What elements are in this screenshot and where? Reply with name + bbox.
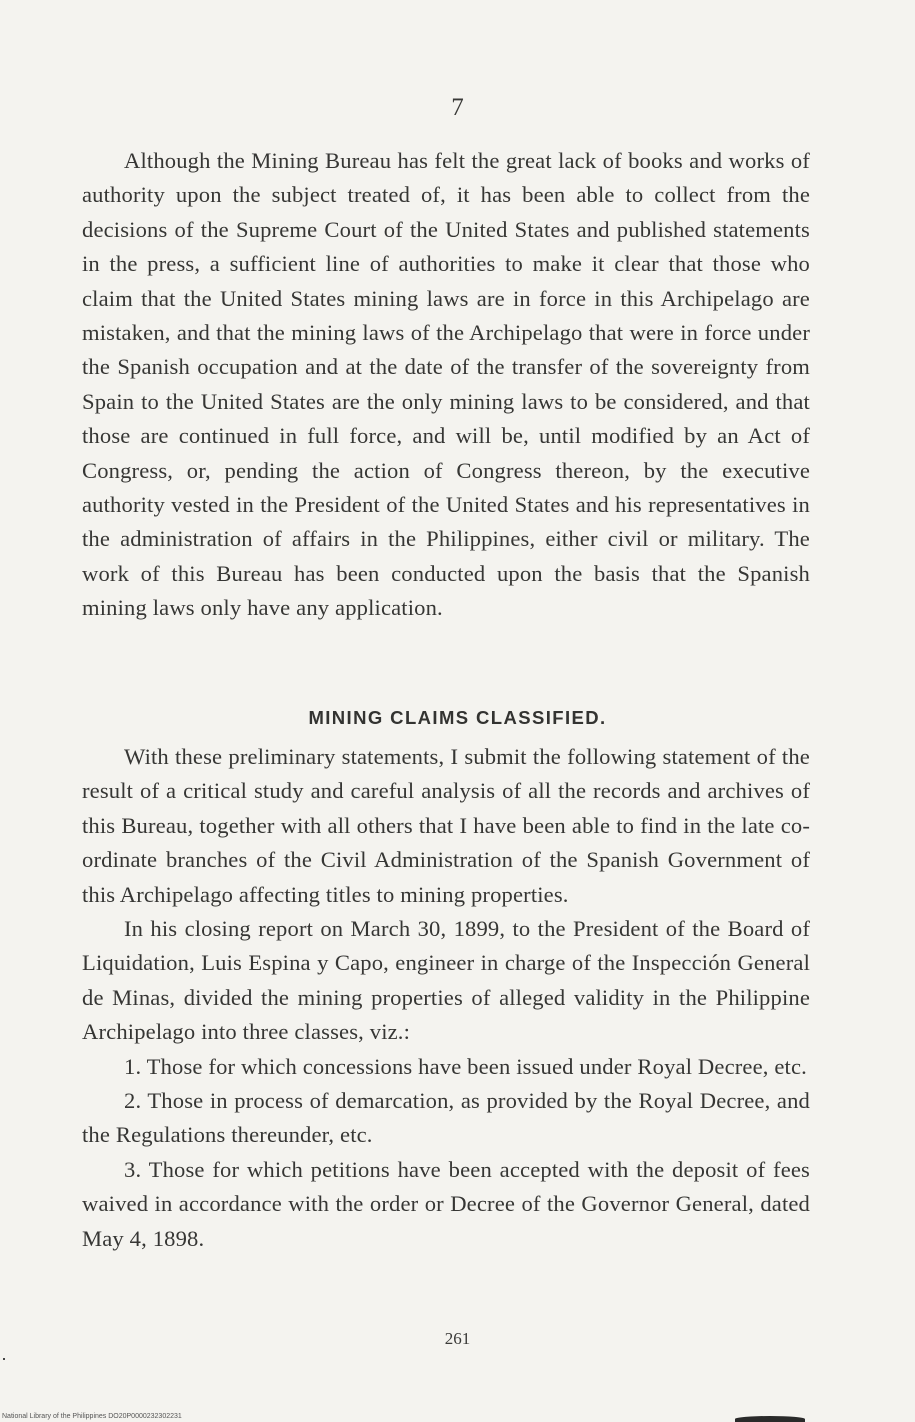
scan-edge-mark: [735, 1416, 805, 1422]
list-item-class-1: 1. Those for which concessions have been issued under Royal Decree, etc.: [124, 1053, 807, 1079]
footer-page-number: 261: [444, 1329, 471, 1348]
section-heading: MINING CLAIMS CLASSIFIED.: [308, 707, 607, 728]
classification-section: [82, 740, 810, 1256]
library-stamp: National Library of the Philippines DO20P0000232302231: [2, 1413, 182, 1420]
scan-dust-dot: [3, 1358, 5, 1360]
list-item-class-3: 3. Those for which petitions have been accepted with the deposit of fees waived in accordance with the order or Decree of the Governor General, dated May 4, 1898.: [82, 1156, 810, 1251]
paragraph-authorities: Although the Mining Bureau has felt the great lack of books and works of authority upon the subject treated of, it has been able to collect from the decisions of the Supreme Court of the United States and published statements in the press, a sufficient line of authorities to make it clear that those who claim that the United States mining laws are in force in this Archipelago are mistaken, and that the mining laws of the Archipelago that were in force under the Spanish occupation and at the date of the transfer of the sovereignty from Spain to the United States are the only mining laws to be considered, and that those are continued in full force, and will be, until modified by an Act of Congress, or, pending the action of Congress thereon, by the executive authority vested in the President of the United States and his representatives in the administration of affairs in the Philippines, either civil or military. The work of this Bureau has been conducted upon the basis that the Spanish mining laws only have any application.: [82, 148, 810, 621]
paragraph-closing-report: In his closing report on March 30, 1899, to the President of the Board of Liquidation, Luis Espina y Capo, engineer in charge of the Inspección General de Minas, divided the mining properties of alleged validity in the Philippine Archipelago into three classes, viz.:: [82, 916, 810, 1045]
list-item-class-2: 2. Those in process of demarcation, as provided by the Royal Decree, and the Regulations thereunder, etc.: [82, 1088, 810, 1148]
paragraph-preliminary: With these preliminary statements, I submit the following statement of the result of a critical study and careful analysis of all the records and archives of this Bureau, together with all others that I have been able to find in the late co-ordinate branches of the Civil Administration of the Spanish Government of this Archipelago affecting titles to mining properties.: [82, 744, 810, 907]
page-number: 7: [451, 94, 464, 121]
intro-section: [82, 144, 810, 626]
